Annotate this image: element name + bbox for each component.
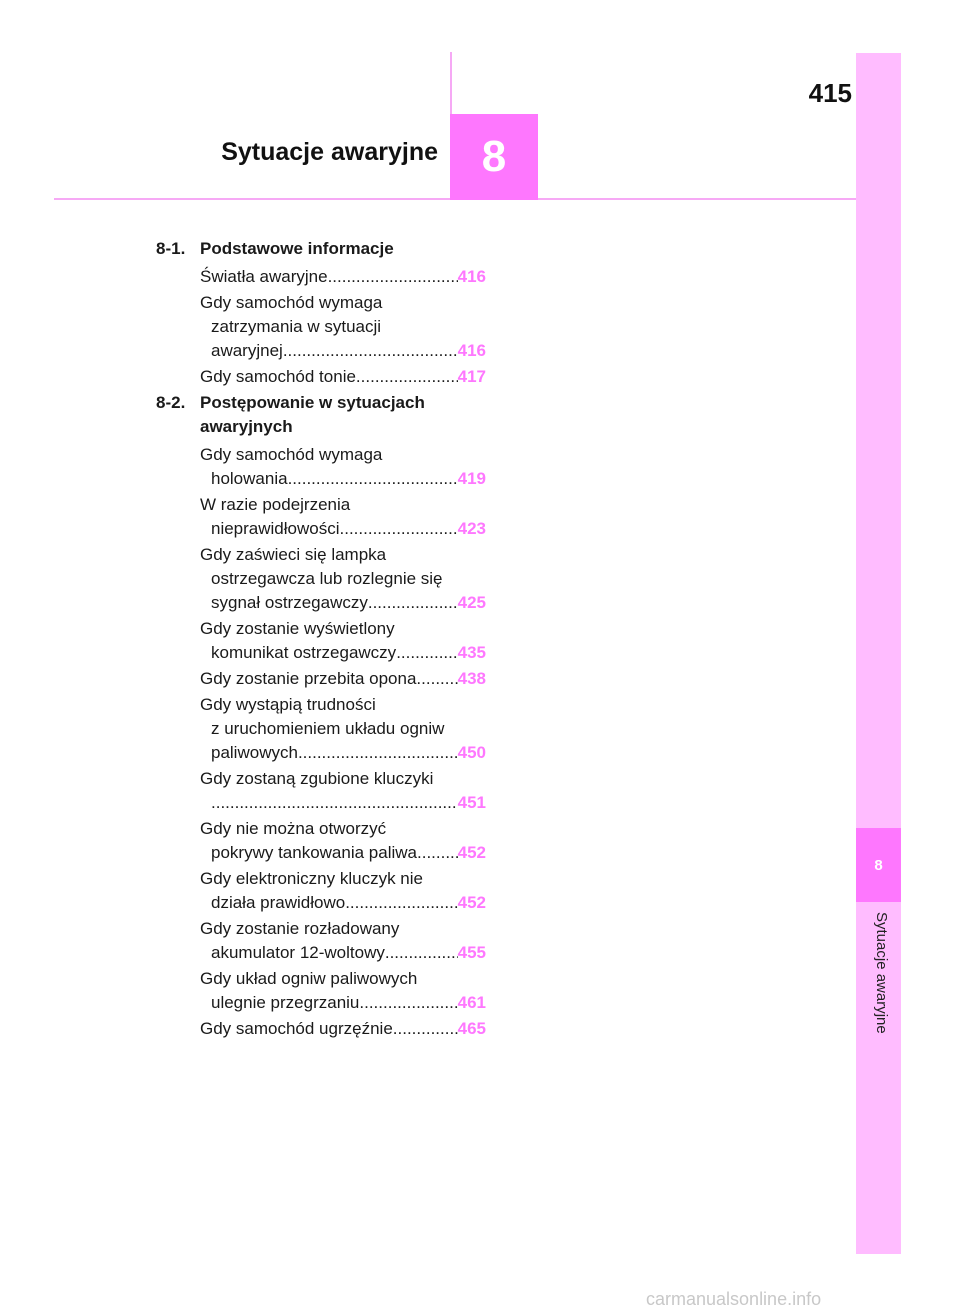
toc-entry[interactable] — [200, 264, 486, 289]
dot-leader — [328, 265, 458, 289]
dot-leader — [356, 365, 458, 389]
entry-leader-line — [200, 1017, 486, 1041]
table-of-contents — [156, 235, 486, 1042]
dot-leader — [393, 1017, 458, 1041]
entry-text: działa prawidłowo — [211, 893, 346, 912]
entry-leader-line — [200, 667, 486, 691]
entry-leader-line — [200, 941, 486, 965]
entry-leader-line — [200, 791, 486, 815]
entry-text: Gdy samochód tonie — [200, 367, 356, 386]
toc-entry[interactable] — [200, 542, 486, 615]
entry-leader-line — [200, 467, 486, 491]
entry-text: sygnał ostrzegawczy — [211, 593, 368, 612]
entry-leader-line — [200, 339, 486, 363]
entry-text-line: Gdy samochód wymaga — [200, 445, 383, 464]
page-reference[interactable]: 455 — [457, 943, 486, 962]
toc-section-heading — [156, 391, 486, 439]
entry-text: Światła awaryjne — [200, 267, 328, 286]
toc-entry[interactable] — [200, 1016, 486, 1041]
toc-entry[interactable] — [200, 616, 486, 665]
dot-leader — [211, 791, 458, 815]
entry-text: ulegnie przegrzaniu — [211, 993, 360, 1012]
entry-text: komunikat ostrzegawczy — [211, 643, 397, 662]
entry-text-line: Gdy wystąpią trudności — [200, 695, 376, 714]
dot-leader — [416, 667, 457, 691]
toc-entry[interactable] — [200, 966, 486, 1015]
page-reference[interactable]: 423 — [457, 519, 486, 538]
entry-text-line: Gdy zostanie rozładowany — [200, 919, 400, 938]
page-reference[interactable]: 451 — [457, 793, 486, 812]
section-number: 8-1. — [156, 239, 186, 258]
section-title: Podstawowe informacje — [200, 239, 394, 258]
toc-entry[interactable] — [200, 766, 486, 815]
entry-text-line: Gdy zostanie wyświetlony — [200, 619, 395, 638]
section-number: 8-2. — [156, 393, 186, 412]
entry-text: nieprawidłowości — [211, 519, 340, 538]
entry-leader-line — [200, 265, 486, 289]
entry-leader-line — [200, 891, 486, 915]
entry-leader-line — [200, 991, 486, 1015]
entry-text-line: z uruchomieniem układu ogniw — [211, 719, 445, 738]
side-tab-label: Sytuacje awaryjne — [873, 912, 890, 1034]
dot-leader — [298, 741, 458, 765]
toc-entry[interactable] — [200, 442, 486, 491]
dot-leader — [368, 591, 458, 615]
toc-entry[interactable] — [200, 866, 486, 915]
chapter-number-box: 8 — [450, 114, 538, 200]
entry-text: Gdy zostanie przebita opona — [200, 669, 417, 688]
page-number: 415 — [808, 78, 852, 108]
side-thumb-tab — [856, 53, 901, 1254]
page-reference[interactable]: 417 — [457, 367, 486, 386]
entry-text: paliwowych — [211, 743, 298, 762]
page-reference[interactable]: 416 — [457, 341, 486, 360]
toc-entry[interactable] — [200, 666, 486, 691]
page-reference[interactable]: 452 — [457, 843, 486, 862]
entry-text: akumulator 12-woltowy — [211, 943, 385, 962]
section-title: Postępowanie w sytuacjach awaryjnych — [200, 393, 425, 436]
entry-text-line: Gdy zostaną zgubione kluczyki — [200, 769, 434, 788]
page-reference[interactable]: 435 — [457, 643, 486, 662]
page-reference[interactable]: 465 — [457, 1019, 486, 1038]
page-reference[interactable]: 438 — [457, 669, 486, 688]
toc-entry[interactable] — [200, 364, 486, 389]
entry-leader-line — [200, 641, 486, 665]
dot-leader — [417, 841, 458, 865]
entry-leader-line — [200, 591, 486, 615]
entry-text: awaryjnej — [211, 341, 283, 360]
dot-leader — [359, 991, 457, 1015]
entry-text-line: Gdy samochód wymaga — [200, 293, 383, 312]
toc-entry[interactable] — [200, 816, 486, 865]
page-reference[interactable]: 461 — [457, 993, 486, 1012]
dot-leader — [340, 517, 458, 541]
page-reference[interactable]: 452 — [457, 893, 486, 912]
entry-text: holowania — [211, 469, 288, 488]
entry-text-line: Gdy elektroniczny kluczyk nie — [200, 869, 423, 888]
entry-text-line: Gdy zaświeci się lampka — [200, 545, 387, 564]
dot-leader — [345, 891, 457, 915]
entry-text-line: Gdy nie można otworzyć — [200, 819, 387, 838]
page-reference[interactable]: 425 — [457, 593, 486, 612]
toc-entry[interactable] — [200, 916, 486, 965]
page-reference[interactable]: 416 — [457, 267, 486, 286]
side-tab-number[interactable]: 8 — [856, 828, 901, 902]
dot-leader — [283, 339, 458, 363]
page-reference[interactable]: 419 — [457, 469, 486, 488]
toc-entry[interactable] — [200, 492, 486, 541]
entry-leader-line — [200, 517, 486, 541]
entry-text-line: zatrzymania w sytuacji — [211, 317, 382, 336]
page-reference[interactable]: 450 — [457, 743, 486, 762]
watermark: carmanualsonline.info — [646, 1289, 822, 1309]
toc-section-heading — [156, 237, 486, 261]
entry-text-line: ostrzegawcza lub rozlegnie się — [211, 569, 443, 588]
chapter-title: Sytuacje awaryjne — [221, 138, 438, 166]
toc-entry[interactable] — [200, 692, 486, 765]
entry-leader-line — [200, 365, 486, 389]
toc-entry[interactable] — [200, 290, 486, 363]
header-divider-vertical — [450, 52, 452, 116]
entry-leader-line — [200, 841, 486, 865]
entry-text: Gdy samochód ugrzęźnie — [200, 1019, 393, 1038]
entry-text: pokrywy tankowania paliwa — [211, 843, 417, 862]
entry-text-line: Gdy układ ogniw paliwowych — [200, 969, 418, 988]
dot-leader — [385, 941, 458, 965]
dot-leader — [288, 467, 458, 491]
entry-leader-line — [200, 741, 486, 765]
entry-text-line: W razie podejrzenia — [200, 495, 351, 514]
dot-leader — [396, 641, 457, 665]
